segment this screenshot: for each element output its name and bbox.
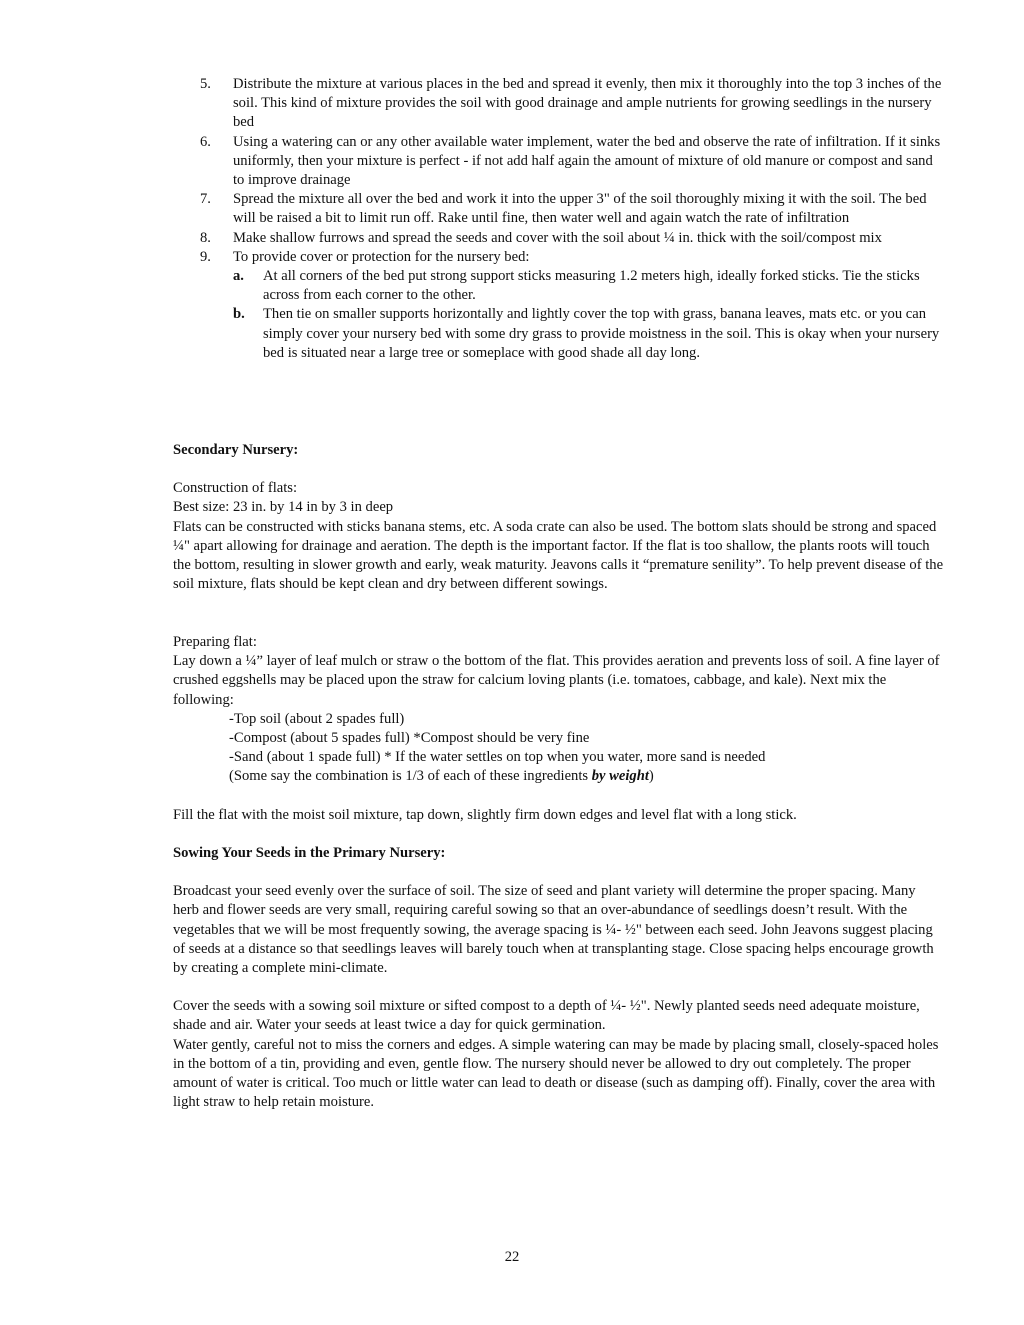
list-number: 9.	[200, 248, 211, 265]
best-size: Best size: 23 in. by 14 in by 3 in deep	[173, 499, 394, 516]
sowing-paragraph-3: Water gently, careful not to miss the corners and edges. A simple watering can may be made by placing small, closely-spaced holes in the bottom of a tin, providing and even, gentle flow. The nursery should never be allowed to dry out completely. The proper amount of water is critical. Too much or little water can lead to death or disease (such as damping off). Finally, cover the area with light straw to help retain moisture.	[173, 1036, 939, 1111]
ratio-suffix: )	[648, 768, 654, 785]
sowing-paragraph-2: Cover the seeds with a sowing soil mixture or sifted compost to a depth of ¼- ½". Newly planted seeds need adequate moisture, shade and air. Water your seeds at least twice a day for quick germination.	[173, 998, 920, 1034]
list-number: 7.	[200, 191, 211, 208]
list-number: 5.	[200, 76, 211, 92]
sub-letter: a.	[233, 268, 244, 285]
construction-label: Construction of flats:	[173, 480, 298, 497]
list-text: To provide cover or protection for the nursery bed:	[233, 248, 530, 265]
sowing-paragraph-1: Broadcast your seed evenly over the surface of soil. The size of seed and plant variety will determine the proper spacing. Many herb and flower seeds are very small, requiring careful sowing so that an over-abundance of seedlings doesn’t result. With the vegetables that we will be most frequently sowing, the average spacing is ¼- ½" between each seed. John Jeavons suggest placing of seeds at a distance so that seedlings leaves will barely touch when at transplanting stage. Close spacing helps encourage growth by creating a complete mini-climate.	[173, 883, 934, 977]
sub-letter: b.	[233, 306, 245, 323]
list-item-9	[200, 248, 945, 267]
list-text: Distribute the mixture at various places in the bed and spread it evenly, then mix it thoroughly into the top 3 inches of the soil. This kind of mixture provides the soil with good drainage and ample nutrients for growing seedlings in the nursery bed	[233, 76, 942, 131]
list-text: Spread the mixture all over the bed and work it into the upper 3" of the soil thoroughly mixing it with the soil. The bed will be raised a bit to limit run off. Rake until fine, then water well and again watch the rate of infiltration	[233, 191, 927, 227]
list-item-5	[200, 75, 945, 133]
sub-text: At all corners of the bed put strong support sticks measuring 1.2 meters high, ideally forked sticks. Tie the sticks across from each corner to the other.	[263, 268, 920, 304]
list-item-7	[200, 190, 945, 228]
numbered-list	[200, 75, 945, 363]
list-item-8	[200, 229, 945, 248]
list-number: 6.	[200, 133, 211, 150]
list-number: 8.	[200, 229, 211, 246]
ratio-emphasis: by weight	[591, 768, 649, 785]
preparing-flat-section	[173, 633, 945, 825]
mix-item: -Compost (about 5 spades full) *Compost should be very fine	[229, 730, 590, 747]
list-text: Make shallow furrows and spread the seeds and cover with the soil about ¼ in. thick with the soil/compost mix	[233, 229, 882, 246]
mix-item: -Sand (about 1 spade full) * If the water settles on top when you water, more sand is needed	[229, 749, 766, 766]
sub-text: Then tie on smaller supports horizontally and lightly cover the top with grass, banana leaves, mats etc. or you can simply cover your nursery bed with some dry grass to provide moistness in the soil. This is okay when your nursery bed is situated near a large tree or someplace with good shade all day long.	[263, 306, 940, 361]
ratio-prefix: (Some say the combination is 1/3 of each of these ingredients	[229, 768, 592, 785]
fill-sentence: Fill the flat with the moist soil mixture, tap down, slightly firm down edges and level flat with a long stick.	[173, 806, 797, 823]
flats-paragraph: Flats can be constructed with sticks banana stems, etc. A soda crate can also be used. The bottom slats should be strong and spaced ¼" apart allowing for drainage and aeration. The depth is the important factor. If the flat is too shallow, the plants roots will touch the bottom, resulting in slower growth and early, weak maturity. Jeavons calls it “premature senility”. To help prevent disease of the soil mixture, flats should be kept clean and dry between different sowings.	[173, 518, 944, 593]
section-heading: Secondary Nursery:	[173, 442, 299, 458]
page-number: 22	[504, 1249, 520, 1265]
secondary-nursery-section	[173, 441, 945, 594]
section-heading: Sowing Your Seeds in the Primary Nursery:	[173, 845, 446, 861]
list-item-6	[200, 133, 945, 191]
preparing-label: Preparing flat:	[173, 634, 257, 650]
preparing-paragraph: Lay down a ¼” layer of leaf mulch or straw o the bottom of the flat. This provides aeration and prevents loss of soil. A fine layer of crushed eggshells may be placed upon the straw for calcium loving plants (i.e. tomatoes, cabbage, and kale). Next mix the following:	[173, 653, 940, 708]
sub-item-b	[233, 305, 945, 363]
sub-item-a	[233, 267, 945, 305]
mix-item: -Top soil (about 2 spades full)	[229, 710, 405, 727]
list-text: Using a watering can or any other available water implement, water the bed and observe the rate of infiltration. If it sinks uniformly, then your mixture is perfect - if not add half again the amount of mixture of old manure or compost and sand to improve drainage	[233, 133, 941, 189]
ratio-note	[229, 767, 945, 786]
sowing-section	[173, 844, 945, 1112]
